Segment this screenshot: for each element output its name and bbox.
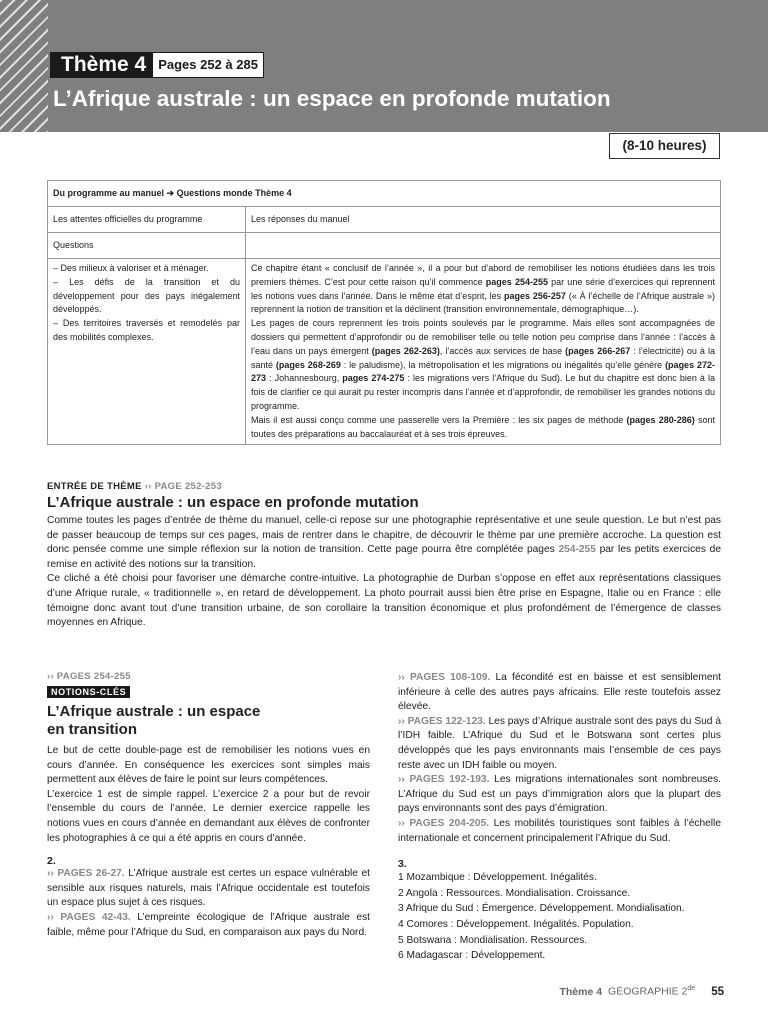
list-item: 5 Botswana : Mondialisation. Ressources. (398, 934, 588, 946)
answer-text: , l’accès aux services de base (439, 345, 566, 356)
list-item: 2 Angola : Ressources. Mondialisation. Croissance. (398, 887, 631, 899)
page-reference: pages 256-257 (504, 290, 566, 301)
answer-text: (« À l’échelle de l’Afrique australe ») reprennent la notion de transition et la déclinent (transition environnementale, démographique…). (251, 290, 716, 315)
page-reference: (pages 268-269 (275, 359, 341, 370)
empty-cell (246, 233, 721, 259)
question-number-3: 3. (398, 858, 407, 871)
left-ref (47, 671, 370, 682)
header-banner (0, 0, 768, 132)
right-column (398, 671, 721, 964)
page-reference: pages 274-275 (342, 373, 405, 384)
right-item-ref: ›› PAGES 108-109. (398, 672, 491, 683)
answer-text: sont toutes des préparations au baccalauréat et à ses trois épreuves. (251, 414, 715, 439)
right-item (398, 715, 721, 773)
question-item: – Des milieux à valoriser et à ménager. (53, 263, 209, 273)
question-number-2: 2. (47, 855, 56, 868)
left-item-ref: ›› PAGES 26-27. (47, 868, 125, 880)
answer-text: : les migrations vers l’Afrique du Sud). Le but du chapitre est donc bien à la fois de clarifier ce qui aurait pu rester incompris dans l’année et d’approfondir, de remobiliser les grandes notions du programme. (251, 373, 715, 411)
list-item: 3 Afrique du Sud : Émergence. Développement. Mondialisation. (398, 903, 685, 915)
page-footer (559, 985, 724, 998)
answer-text: Les pages de cours reprennent les trois points soulevés par le programme. Mais elles sont accompagnées de dossiers qui permettent d’approfondir ou de remobiliser telle ou telle notion peu comprise dans l’année : l’accès à l’eau dans un pays émergent (251, 318, 715, 356)
left-title-line-2: en transition (47, 721, 138, 738)
page-reference: (pages 266-267 (565, 345, 631, 356)
answer-text: : le paludisme), la métropolisation et les migrations ou inégalités qu’elle génère (340, 359, 666, 370)
list-item: 4 Comores : Développement. Inégalités. Population. (398, 918, 634, 930)
left-title (47, 703, 370, 739)
page-reference: (pages 262-263) (371, 345, 440, 356)
entree-paragraph-2: Ce cliché a été choisi pour favoriser une démarche contre-intuitive. La photographie de Durban s’oppose en effet aux représentations classiques d’une Afrique rurale, « traditionnelle », en retard de développement. La photo pourrait aussi bien être prise en Espagne, Italie ou en France : elle témoigne donc avant tout d’une transition urbaine, de son corollaire la transition économique et plus profondément de l’émergence de classes moyennes en Afrique. (47, 573, 721, 629)
answer-text: Ce chapitre étant « conclusif de l’année », il a pour but d’abord de remobiliser les notions étudiées dans les trois premiers thèmes. C’est pour cette raison qu’il commence (251, 263, 715, 287)
entree-ref: ›› PAGE 252-253 (144, 481, 222, 492)
table-title: Du programme au manuel ➔ Questions monde Thème 4 (48, 181, 721, 207)
right-item-text: La fécondité est en baisse et est sensiblement inférieure à celle des autres pays africains. Elle reste toutefois assez élevée. (398, 672, 721, 713)
right-item-ref: ›› PAGES 122-123. (398, 715, 486, 727)
col2-header: Les réponses du manuel (246, 207, 721, 233)
list-item: 1 Mozambique : Développement. Inégalités. (398, 872, 597, 884)
question-item: – Des territoires traversés et remodelés par des mobilités complexes. (53, 318, 240, 342)
right-item-text: Les migrations internationales sont nombreuses. L’Afrique du Sud est un pays d’immigration alors que la plupart des pays environnants sont des pays d’émigration. (398, 774, 722, 815)
left-item-text: L’empreinte écologique de l’Afrique australe est faible, même pour l’Afrique du Sud, en comparaison aux pays du Nord. (47, 911, 370, 938)
decorative-stripes (0, 0, 48, 132)
page-reference: (pages 272-273 (251, 359, 715, 384)
right-item (398, 817, 721, 846)
page-number: 55 (711, 985, 724, 998)
answer-text: : l’électricité) ou à la santé (251, 345, 715, 370)
questions-cell (48, 259, 246, 445)
answer-text: : Johannesbourg, (266, 373, 343, 384)
notions-badge: NOTIONS-CLÉS (47, 686, 130, 698)
answer-text: Mais il est aussi conçu comme une passerelle vers la Première : les six pages de méthode (251, 414, 627, 425)
page-reference: pages 254-255 (485, 276, 548, 287)
left-title-line-1: L’Afrique australe : un espace (47, 703, 261, 720)
left-item (47, 911, 370, 940)
entree-paragraph-1 (47, 514, 721, 572)
right-item-ref: ›› PAGES 204-205. (398, 817, 490, 829)
theme-label: Thème 4 (50, 52, 152, 78)
left-item-ref: ›› PAGES 42-43. (47, 911, 131, 923)
answer-text: par une série d’exercices qui reprennent les notions vues dans l’année. Dans le même état d’esprit, les (251, 276, 715, 301)
entree-p1-text: Comme toutes les pages d’entrée de thème du manuel, celle-ci repose sur une photographie représentative et une seule question. Le but n’est pas de passer beaucoup de temps sur ces pages, mais de rentrer dans le chapitre, de découvrir le thème par une première accroche. La question est donc pensée comme une simple réflexion sur la notion de transition. Cette page pourra être complétée pages (47, 515, 721, 556)
footer-theme: Thème 4 (559, 985, 603, 998)
question-item: – Les défis de la transition et du développement pour des pays inégalement développés. (53, 276, 240, 315)
entree-p1-text-end: par les petits exercices de remise en activité des notions sur la transition. (47, 544, 721, 570)
right-item-text: Les pays d’Afrique australe sont des pays du Sud à l’IDH faible. L’Afrique du Sud et le Botswana sont certes plus développés que les pays environnants mais l’ensemble de ces pays reste avec un IDH faible ou moyen. (398, 715, 721, 771)
entree-p1-ref: 254-255 (558, 544, 596, 556)
footer-subject-text: GÉOGRAPHIE 2 (608, 985, 688, 998)
entree-heading (47, 481, 721, 492)
footer-subject (608, 985, 695, 998)
right-item-text: Les mobilités touristiques sont faibles à l’échelle internationale et concernent principalement l’Afrique du Sud. (398, 817, 721, 844)
left-item-text: L’Afrique australe est certes un espace vulnérable et sensible aux risques naturels, mais l’Afrique occidentale est toutefois un espace plus sujet à ces risques. (47, 868, 370, 909)
left-paragraph: Le but de cette double-page est de remobiliser les notions vues en cours d’année. En conséquence les exercices sont simples mais permettent aux élèves de faire le point sur leurs compétences. L’exercice 1 est de simple rappel. L’exercice 2 a pour but de revoir l’ensemble du cours de l’année. Le dernier exercice rappelle les notions vues en cours d’année en demandant aux élèves de confronter les photographies à ce qui a été appris en cours d’année. (47, 745, 370, 844)
right-item (398, 671, 721, 715)
theme-badge (50, 52, 264, 78)
left-item (47, 867, 370, 911)
page-title: L’Afrique australe : un espace en profonde mutation (53, 86, 611, 111)
right-item (398, 773, 721, 817)
hours-box: (8-10 heures) (609, 133, 720, 159)
footer-subject-sup: de (687, 985, 696, 992)
pages-label: Pages 252 à 285 (152, 52, 264, 78)
entree-section (47, 481, 721, 631)
left-ref-text: ›› PAGES 254-255 (47, 671, 131, 682)
right-item-ref: ›› PAGES 192-193. (398, 774, 490, 786)
entree-title: L’Afrique australe : un espace en profonde mutation (47, 494, 419, 511)
entree-label: ENTRÉE DE THÈME (47, 481, 142, 492)
questions-label: Questions (48, 233, 246, 259)
program-table (47, 180, 721, 445)
answers-cell (246, 259, 721, 445)
col1-header: Les attentes officielles du programme (48, 207, 246, 233)
left-column (47, 671, 370, 940)
list-item: 6 Madagascar : Développement. (398, 950, 546, 962)
page-reference: (pages 280-286) (626, 414, 695, 425)
